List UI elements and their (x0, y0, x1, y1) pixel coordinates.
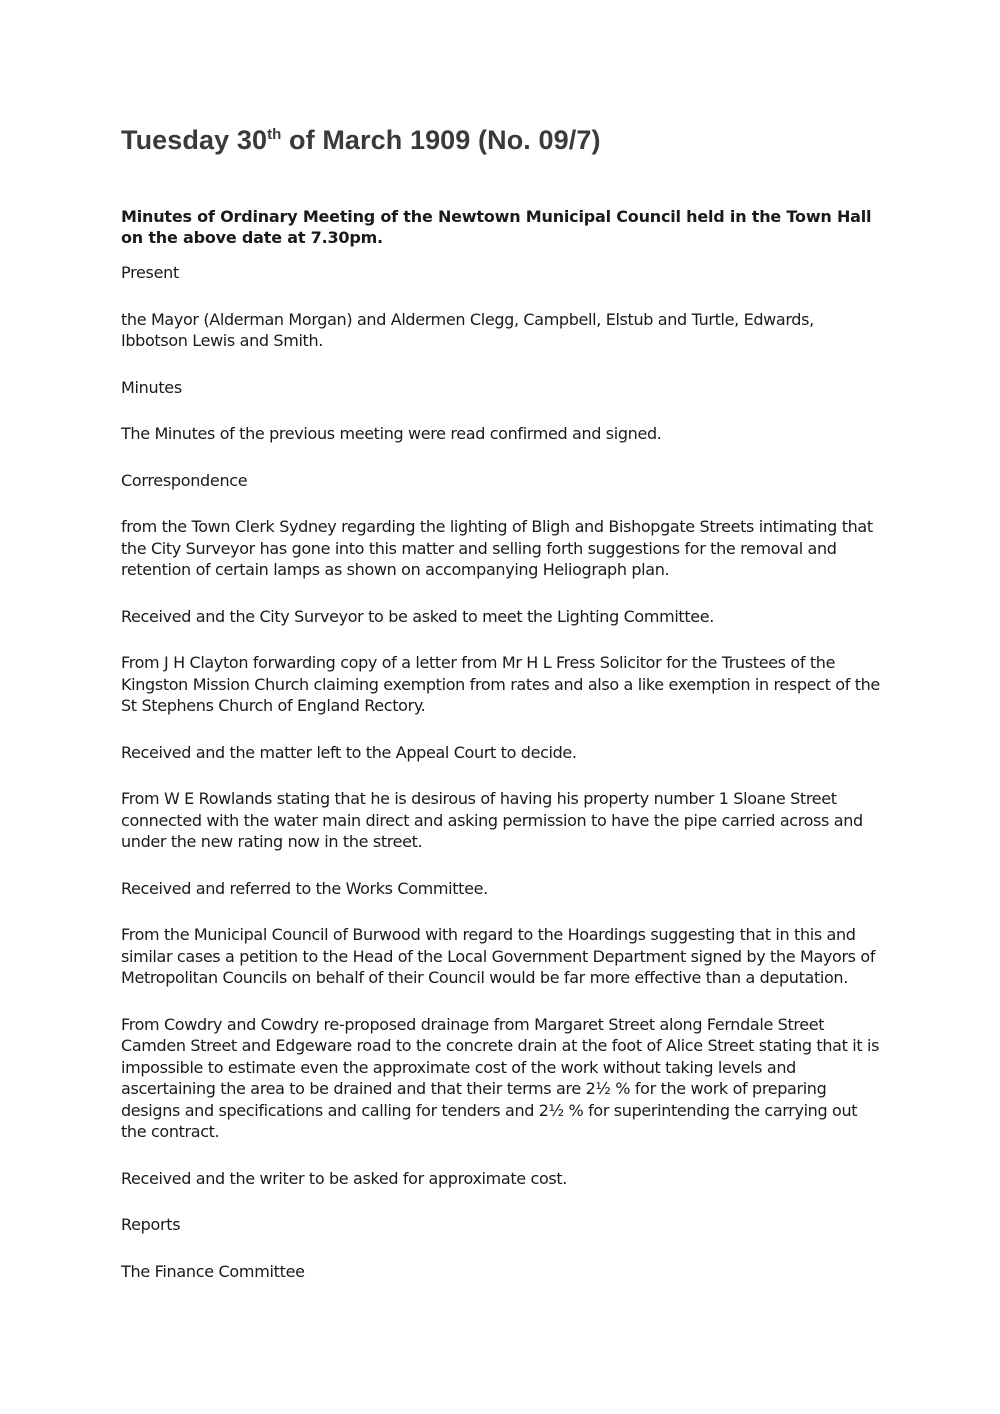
title-superscript: th (267, 126, 282, 143)
document-page (121, 118, 881, 1307)
paragraph: The Minutes of the previous meeting were read confirmed and signed. (121, 424, 662, 443)
paragraph: Received and the City Surveyor to be asked to meet the Lighting Committee. (121, 606, 715, 626)
paragraph: the Mayor (Alderman Morgan) and Aldermen Clegg, Campbell, Elstub and Turtle, Edwards, Ibbotson Lewis and Smith. (121, 309, 814, 350)
title-main: Tuesday 30 (121, 125, 268, 155)
paragraph: from the Town Clerk Sydney regarding the lighting of Bligh and Bishopgate Streets intimating that the City Surveyor has gone into this matter and selling forth suggestions for the removal and retention of certain lamps as shown on accompanying Heliograph plan. (121, 517, 873, 579)
paragraph: Received and the matter left to the Appeal Court to decide. (121, 742, 577, 762)
section-heading: The Finance Committee (121, 1261, 305, 1281)
paragraph: Received and the writer to be asked for approximate cost. (121, 1168, 568, 1188)
title-rest: of March 1909 (No. 09/7) (281, 125, 601, 155)
minutes-body (121, 262, 881, 1282)
paragraph: From the Municipal Council of Burwood with regard to the Hoardings suggesting that in this and similar cases a petition to the Head of the Local Government Department signed by the Mayors of Metropolitan Councils on behalf of their Council would be far more effective than a deputation. (121, 925, 876, 987)
paragraph: From W E Rowlands stating that he is desirous of having his property number 1 Sloane Street connected with the water main direct and asking permission to have the pipe carried across and under the new rating now in the street. (121, 789, 863, 851)
paragraph: Received and referred to the Works Committee. (121, 878, 488, 898)
paragraph: From J H Clayton forwarding copy of a letter from Mr H L Fress Solicitor for the Trustees of the Kingston Mission Church claiming exemption from rates and also a like exemption in respect of the St Stephens Church of England Rectory. (121, 653, 880, 715)
meeting-intro: Minutes of Ordinary Meeting of the Newtown Municipal Council held in the Town Hall on the above date at 7.30pm. (121, 207, 872, 247)
section-heading: Minutes (121, 377, 182, 397)
section-heading: Correspondence (121, 470, 248, 490)
section-heading: Reports (121, 1215, 181, 1234)
paragraph: From Cowdry and Cowdry re-proposed drainage from Margaret Street along Ferndale Street Camden Street and Edgeware road to the concrete drain at the foot of Alice Street stating that it is impossible to estimate even the approximate cost of the work without taking levels and ascertaining the area to be drained and that their terms are 2½ % for the work of preparing designs and specifications and calling for tenders and 2½ % for superintending the carrying out the contract. (121, 1014, 880, 1141)
section-heading: Present (121, 263, 179, 282)
page-title (121, 118, 881, 162)
